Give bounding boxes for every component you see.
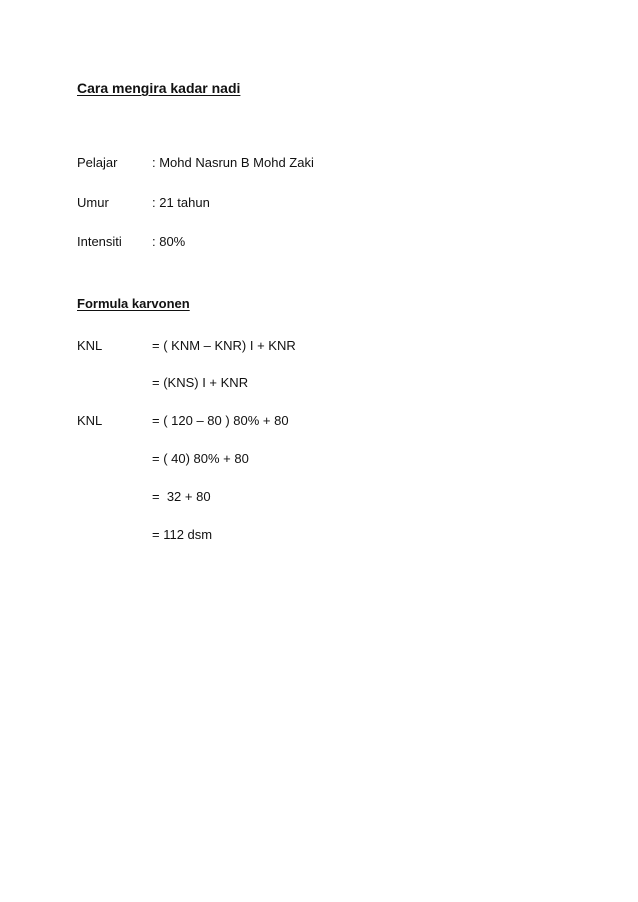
info-label: Umur [77,195,109,210]
formula-label: KNL [77,338,103,353]
info-value: : 80% [152,234,186,249]
formula-expression: = 112 dsm [152,527,213,542]
info-value: : 21 tahun [152,195,210,210]
info-label: Intensiti [77,234,122,249]
info-value: : Mohd Nasrun B Mohd Zaki [152,155,314,170]
formula-heading: Formula karvonen [77,296,190,311]
formula-expression: = ( 40) 80% + 80 [152,451,249,466]
document-title: Cara mengira kadar nadi [77,80,241,96]
info-label: Pelajar [77,155,118,170]
formula-expression: = ( 120 – 80 ) 80% + 80 [152,413,289,428]
formula-expression: = ( KNM – KNR) I + KNR [152,338,296,353]
formula-label: KNL [77,413,103,428]
formula-expression: = (KNS) I + KNR [152,375,249,390]
formula-expression: = 32 + 80 [152,489,211,504]
